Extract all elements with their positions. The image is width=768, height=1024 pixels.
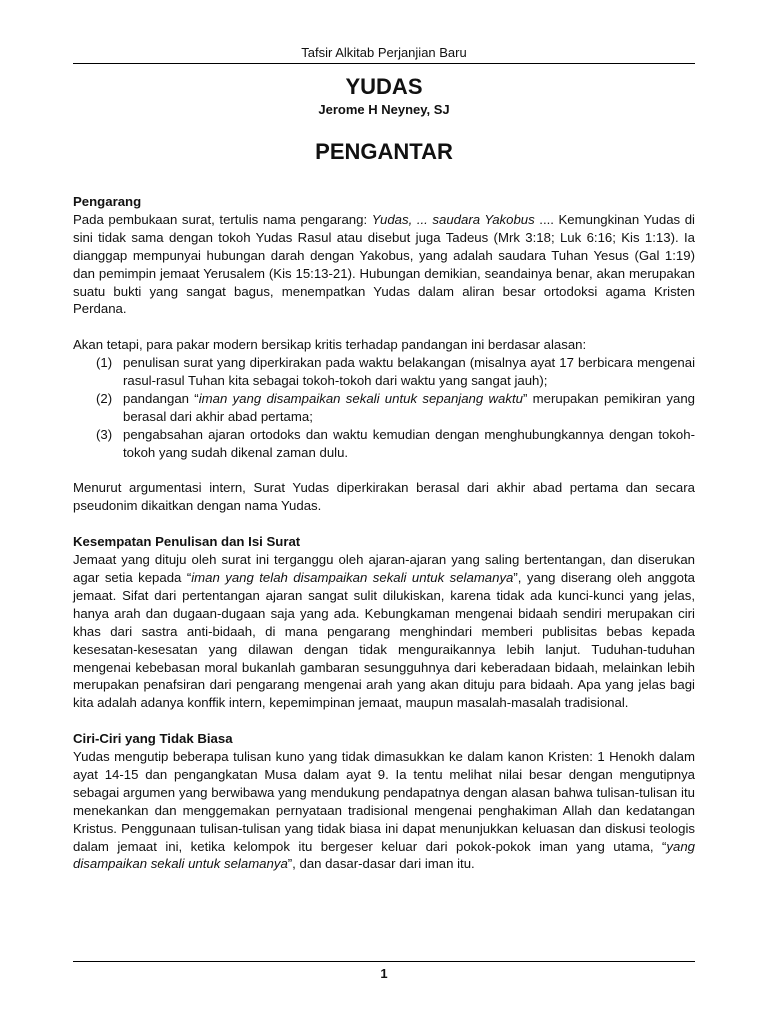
- paragraph-text: ”, dan dasar-dasar dari iman itu.: [287, 856, 475, 872]
- list-item: [73, 426, 695, 462]
- list-text: ” merupakan pemikiran yang berasal dari akhir abad pertama;: [123, 390, 695, 424]
- header-divider: [73, 63, 695, 64]
- heading-pengarang: Pengarang: [73, 194, 142, 209]
- paragraph-text: Pada pembukaan surat, tertulis nama pengarang:: [73, 211, 372, 227]
- paragraph-text: Jemaat yang dituju oleh surat ini terganggu oleh ajaran-ajaran yang saling bertentangan, dan diserukan agar setia kepada “: [73, 552, 695, 585]
- list-text: pandangan “: [123, 390, 199, 406]
- page-number: 1: [380, 966, 388, 981]
- section-title: PENGANTAR: [315, 139, 453, 164]
- heading-ciri: Ciri-Ciri yang Tidak Biasa: [73, 731, 233, 747]
- quoted-text: Yudas, ... saudara Yakobus: [371, 211, 535, 227]
- heading-kesempatan: Kesempatan Penulisan dan Isi Surat: [73, 534, 301, 550]
- list-number: (3): [96, 426, 113, 442]
- list-item: [73, 354, 695, 390]
- paragraph-kesempatan: [73, 551, 695, 712]
- paragraph-text: Yudas mengutip beberapa tulisan kuno yang tidak dimasukkan ke dalam kanon Kristen: 1 Henokh dalam ayat 14-15 dan pengangkatan Musa dalam ayat 9. Ia tentu melihat nilai besar dengan mengutipnya sebagai argumen yang berwibawa yang mendukung pendapatnya dengan alasan bahwa tulisan-tulisan itu menekankan dan menggemakan pernyataan tradisional mengenai penghakiman Allah dan kedatangan Kristus. Penggunaan tulisan-tulisan yang tidak biasa ini dapat menunjukkan keluasan dan diskusi teologis dalam jemaat ini, ketika kelompok itu bergeser keluar dari pokok-pokok iman yang utama, “: [73, 749, 695, 854]
- body-text: [73, 193, 695, 873]
- list-text: penulisan surat yang diperkirakan pada waktu belakangan (misalnya ayat 17 berbicara mengenai rasul-rasul Tuhan kita sebagai tokoh-tokoh dari waktu yang sangat jauh);: [123, 355, 695, 389]
- paragraph-pengarang-2: Akan tetapi, para pakar modern bersikap kritis terhadap pandangan ini berdasar alasan:: [73, 337, 587, 353]
- paragraph-text: .... Kemungkinan Yudas di sini tidak sama dengan tokoh Yudas Rasul atau disebut juga Tadeus (Mrk 3:18; Luk 6:16; Kis 1:13). Ia dianggap mempunyai hubungan darah dengan Yakobus, yang adalah saudara Tuhan Yesus (Gal 1:19) dan pemimpin jemaat Yerusalem (Kis 15:13-21). Hubungan demikian, seandainya benar, akan merupakan suatu bukti yang sangat bagus, menempatkan Yudas dalam aliran besar ortodoksi agama Kristen Perdana.: [73, 211, 695, 317]
- quoted-text: yang disampaikan sekali untuk selamanya: [73, 838, 695, 872]
- quoted-text: iman yang disampaikan sekali untuk sepanjang waktu: [198, 390, 523, 406]
- paragraph-pengarang-1: [73, 211, 695, 318]
- running-header: Tafsir Alkitab Perjanjian Baru: [301, 45, 467, 60]
- document-author: Jerome H Neyney, SJ: [318, 102, 450, 117]
- paragraph-ciri: [73, 748, 695, 873]
- paragraph-text: ”, yang diserang oleh anggota jemaat. Sifat dari pertentangan ajaran sangat sulit dilukiskan, karena tidak ada kunci-kunci yang jelas, hanya arah dan dugaan-dugaan saja yang ada. Kebungkaman mengenai bidaah sendiri merupakan ciri khas dari sastra anti-bidaah, di mana pengarang menghindari memberi publisitas bebas kepada kesesatan-kesesatan yang dilawan dengan tidak menguraikannya lebih lanjut. Tuduhan-tuduhan mengenai kebebasan moral bukanlah gambaran sesungguhnya dari keberadaan bidaah, melainkan lebih merupakan penafsiran dari pengarang mengenai arah yang akan dituju para bidaah. Apa yang jelas bagi kita adalah adanya konffik intern, kepemimpinan jemaat, maupun masalah-masalah tradisional.: [73, 569, 695, 711]
- quoted-text: iman yang telah disampaikan sekali untuk selamanya: [191, 569, 514, 585]
- reasons-list: [73, 354, 695, 461]
- document-title: YUDAS: [345, 74, 423, 99]
- list-number: (1): [96, 355, 113, 371]
- list-text: pengabsahan ajaran ortodoks dan waktu kemudian dengan menghubungkannya dengan tokoh-tokoh yang sudah dikenal zaman dulu.: [123, 426, 695, 460]
- list-item: [73, 390, 695, 426]
- list-number: (2): [96, 390, 113, 406]
- paragraph-pengarang-3: Menurut argumentasi intern, Surat Yudas diperkirakan berasal dari akhir abad pertama dan secara pseudonim dikaitkan dengan nama Yudas.: [73, 480, 695, 514]
- footer-divider: [73, 961, 695, 962]
